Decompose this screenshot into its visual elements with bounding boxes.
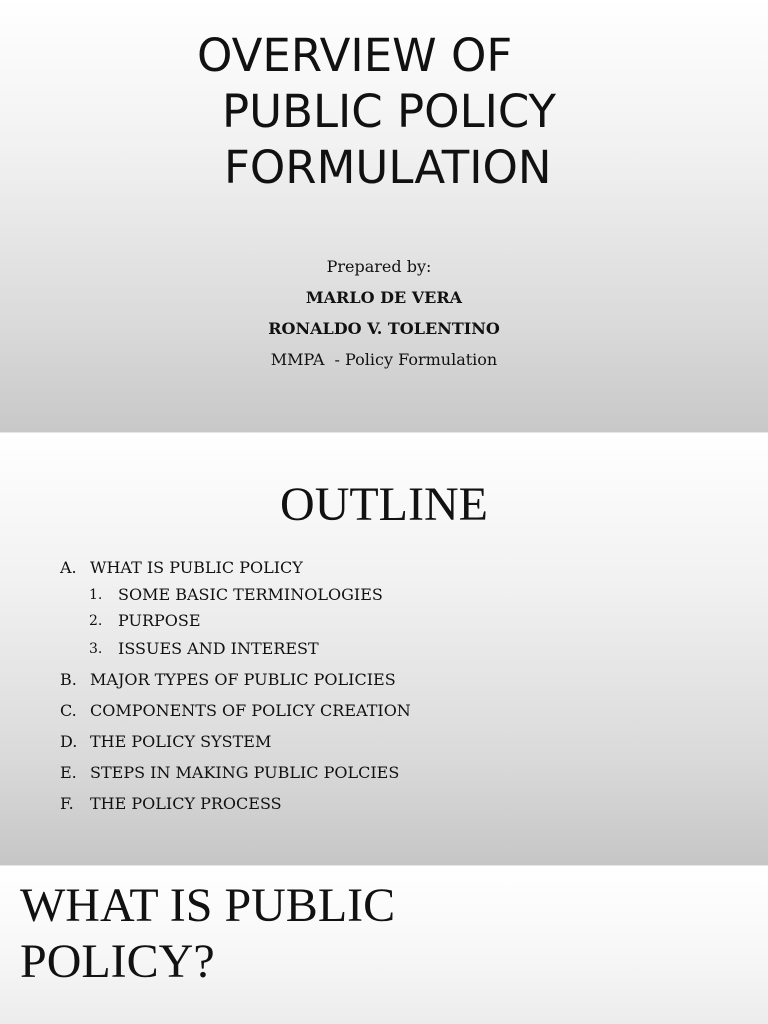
outline-text: WHAT IS PUBLIC POLICY — [90, 558, 303, 577]
presentation-title — [0, 28, 768, 196]
outline-marker: D. — [60, 732, 78, 751]
outline-marker: 2. — [89, 613, 103, 629]
heading-line: POLICY? — [20, 935, 215, 988]
outline-text: PURPOSE — [118, 611, 201, 630]
outline-marker: F. — [60, 794, 74, 813]
prepared-by-label: Prepared by: — [326, 257, 432, 276]
title-line: FORMULATION — [224, 141, 552, 194]
outline-text: SOME BASIC TERMINOLOGIES — [118, 585, 383, 604]
outline-text: MAJOR TYPES OF PUBLIC POLICIES — [90, 670, 396, 689]
title-line: OVERVIEW OF — [197, 29, 513, 82]
outline-text: STEPS IN MAKING PUBLIC POLCIES — [90, 763, 400, 782]
outline-marker: A. — [60, 558, 77, 577]
outline-text: ISSUES AND INTEREST — [118, 639, 319, 658]
outline-text: THE POLICY PROCESS — [90, 794, 282, 813]
outline-marker: 1. — [89, 587, 103, 603]
course-label: MMPA - Policy Formulation — [270, 350, 498, 369]
author-name: MARLO DE VERA — [305, 288, 463, 307]
outline-marker: B. — [60, 670, 77, 689]
heading-line: WHAT IS PUBLIC — [20, 879, 396, 932]
outline-title: OUTLINE — [280, 478, 488, 531]
outline-marker: E. — [60, 763, 77, 782]
outline-marker: 3. — [89, 641, 103, 657]
outline-marker: C. — [60, 701, 77, 720]
outline-text: THE POLICY SYSTEM — [90, 732, 272, 751]
credits — [0, 254, 768, 378]
author-name: RONALDO V. TOLENTINO — [268, 319, 500, 338]
outline-text: COMPONENTS OF POLICY CREATION — [90, 701, 411, 720]
title-line: PUBLIC POLICY — [222, 85, 557, 138]
slide-heading — [20, 878, 395, 990]
